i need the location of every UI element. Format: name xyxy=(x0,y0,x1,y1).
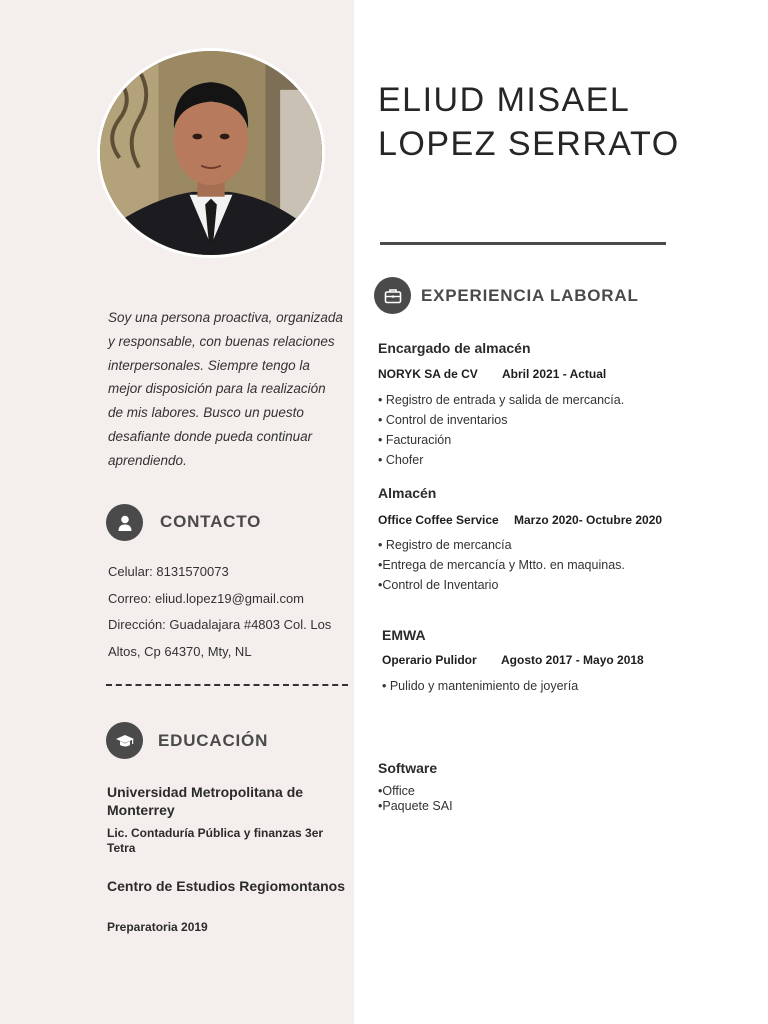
list-item: •Office xyxy=(378,784,415,798)
job-meta xyxy=(382,653,644,667)
name-divider xyxy=(380,242,666,245)
list-item: • Registro de mercancía xyxy=(378,538,512,552)
job-company: NORYK SA de CV xyxy=(378,367,478,381)
list-item: •Entrega de mercancía y Mtto. en maquinas. xyxy=(378,558,625,572)
job-title: Almacén xyxy=(378,485,437,501)
profile-photo xyxy=(97,48,325,258)
education-institution: Centro de Estudios Regiomontanos xyxy=(107,878,346,894)
contact-phone: Celular: 8131570073 xyxy=(108,564,229,579)
job-company: Operario Pulidor xyxy=(382,653,477,667)
list-item: • Control de inventarios xyxy=(378,413,508,427)
name-line2: LOPEZ SERRATO xyxy=(378,125,680,163)
education-heading: EDUCACIÓN xyxy=(158,731,269,750)
software-heading: Software xyxy=(378,760,438,776)
contact-address-line1: Dirección: Guadalajara #4803 Col. Los xyxy=(108,617,332,632)
full-name xyxy=(378,78,748,166)
job-meta xyxy=(378,513,662,527)
person-icon xyxy=(106,504,143,541)
name-line1: ELIUD MISAEL xyxy=(378,81,631,119)
list-item: • Registro de entrada y salida de mercancía. xyxy=(378,393,625,407)
job-title: EMWA xyxy=(382,627,426,643)
contact-address-line2: Altos, Cp 64370, Mty, NL xyxy=(108,644,252,659)
job-duties xyxy=(378,535,625,595)
contact-email[interactable]: Correo: eliud.lopez19@gmail.com xyxy=(108,591,305,606)
list-item: • Pulido y mantenimiento de joyería xyxy=(382,679,579,693)
list-item: •Control de Inventario xyxy=(378,578,499,592)
contact-heading: CONTACTO xyxy=(160,512,262,531)
list-item: • Chofer xyxy=(378,453,424,467)
education-degree: Lic. Contaduría Pública y finanzas 3er Tetra xyxy=(107,826,324,855)
experience-heading: EXPERIENCIA LABORAL xyxy=(421,286,639,305)
dashed-divider xyxy=(106,684,348,686)
list-item: •Paquete SAI xyxy=(378,798,453,813)
education-degree: Preparatoria 2019 xyxy=(107,920,208,934)
job-duties xyxy=(378,390,624,470)
job-period: Abril 2021 - Actual xyxy=(502,367,607,381)
graduation-cap-icon xyxy=(106,722,143,759)
job-meta xyxy=(378,367,606,381)
education-institution: Universidad Metropolitana de Monterrey xyxy=(107,784,304,818)
about-text: Soy una persona proactiva, organizada y responsable, con buenas relaciones interpersonales. Siempre tengo la mejor disposición para la realización de mis labores. Busco un puesto desafiante donde pueda continuar aprendiendo. xyxy=(108,310,343,468)
job-company: Office Coffee Service xyxy=(378,513,499,527)
job-duties xyxy=(382,676,578,696)
briefcase-icon xyxy=(374,277,411,314)
list-item: • Facturación xyxy=(378,433,452,447)
software-list xyxy=(378,784,453,813)
job-period: Marzo 2020- Octubre 2020 xyxy=(514,513,663,527)
job-period: Agosto 2017 - Mayo 2018 xyxy=(501,653,644,667)
job-title: Encargado de almacén xyxy=(378,340,531,356)
